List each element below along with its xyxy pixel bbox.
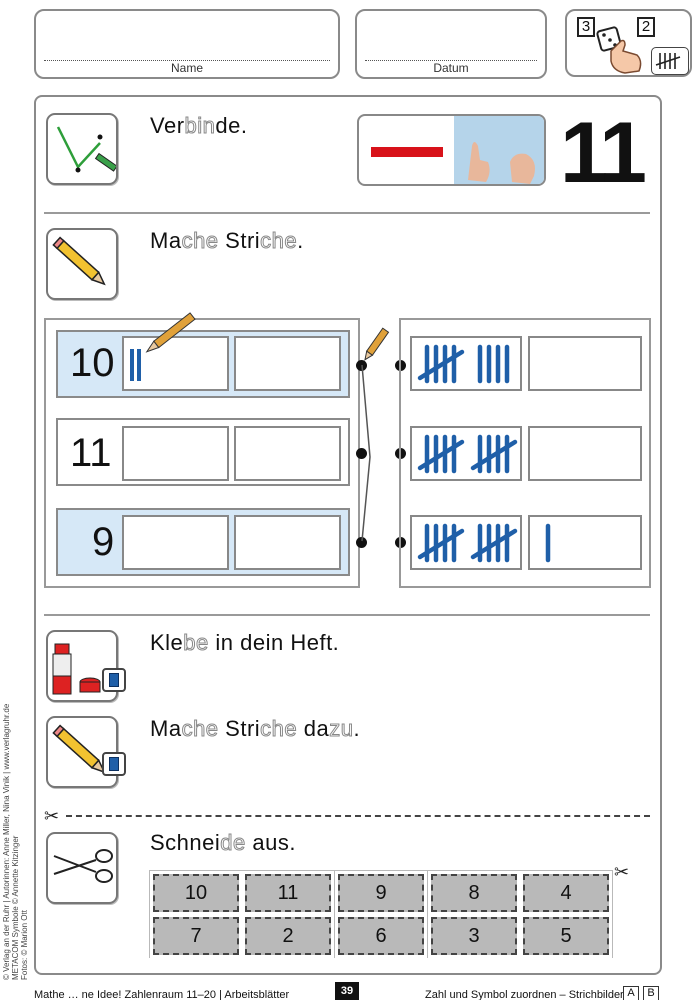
cut-line — [66, 815, 650, 817]
tally-answer-cell[interactable] — [234, 426, 341, 481]
cut-card[interactable]: 7 — [153, 917, 239, 955]
badge-b: B — [643, 986, 659, 1000]
tally-answer-cell[interactable] — [234, 515, 341, 570]
notebook-icon — [102, 668, 126, 692]
pencil-notebook-task-icon — [46, 716, 118, 788]
task5-instruction: Schneide aus. — [150, 830, 296, 855]
cut-card[interactable]: 3 — [431, 917, 517, 955]
scissors-icon: ✂ — [614, 862, 630, 882]
date-label: Datum — [433, 61, 469, 75]
cut-card[interactable]: 4 — [523, 874, 609, 912]
cut-card[interactable]: 8 — [431, 874, 517, 912]
task1-instruction: Verbinde. — [150, 113, 248, 138]
tally-cell — [528, 336, 642, 391]
date-field[interactable] — [355, 9, 547, 79]
divider-2 — [44, 614, 650, 616]
row-number-11: 11 — [70, 431, 112, 475]
notebook-icon — [102, 752, 126, 776]
tally-answer-cell[interactable] — [234, 336, 341, 391]
task3-instruction: Klebe in dein Heft. — [150, 630, 340, 655]
minus-symbol-card — [357, 114, 546, 186]
dice-number-left: 3 — [577, 17, 595, 37]
scissors-icon: ✂ — [44, 806, 60, 826]
cut-card[interactable]: 11 — [245, 874, 331, 912]
tally-mini-icon — [651, 47, 689, 75]
dice-number-right: 2 — [637, 17, 655, 37]
tally-cell — [410, 426, 522, 481]
glue-task-icon — [46, 630, 118, 702]
row-number-10: 10 — [70, 341, 115, 385]
tally-answer-cell[interactable] — [122, 515, 229, 570]
divider-1 — [44, 212, 650, 214]
minus-bar — [371, 147, 443, 157]
writing-pencil-icon — [140, 306, 210, 356]
tally-cell — [410, 336, 522, 391]
tally-cell — [528, 515, 642, 570]
connect-task-icon — [46, 113, 118, 185]
badge-a: A — [623, 986, 639, 1000]
target-number: 11 — [560, 105, 643, 201]
cut-card[interactable]: 10 — [153, 874, 239, 912]
row-number-9: 9 — [92, 520, 115, 564]
copyright-credit: © Verlag an der Ruhr | Autorinnen: Anne Miller, Nina Vinik | www.verlagruhr.de METACOM Symbole © Annette Kitzinger Fotos: © Marion Ott — [2, 703, 29, 980]
gesture-photo — [454, 116, 546, 186]
connector-line — [356, 365, 376, 565]
name-label: Name — [170, 61, 203, 75]
task2-instruction: Mache Striche. — [150, 228, 304, 253]
footer-right: Zahl und Symbol zuordnen – Strichbilder — [425, 989, 624, 1000]
scissors-task-icon — [46, 832, 118, 904]
cut-card[interactable]: 5 — [523, 917, 609, 955]
footer-left: Mathe … ne Idee! Zahlenraum 11–20 | Arbeitsblätter — [34, 989, 290, 1000]
task4-instruction: Mache Striche dazu. — [150, 716, 361, 741]
tally-cell — [528, 426, 642, 481]
pencil-task-icon — [46, 228, 118, 300]
cut-card[interactable]: 6 — [338, 917, 424, 955]
cut-card[interactable]: 9 — [338, 874, 424, 912]
topic-icon-box — [565, 9, 692, 77]
tally-answer-cell[interactable] — [122, 426, 229, 481]
tally-cell — [410, 515, 522, 570]
cut-card[interactable]: 2 — [245, 917, 331, 955]
small-pencil-icon — [360, 322, 396, 362]
name-field[interactable] — [34, 9, 340, 79]
page-number: 39 — [335, 982, 359, 1000]
